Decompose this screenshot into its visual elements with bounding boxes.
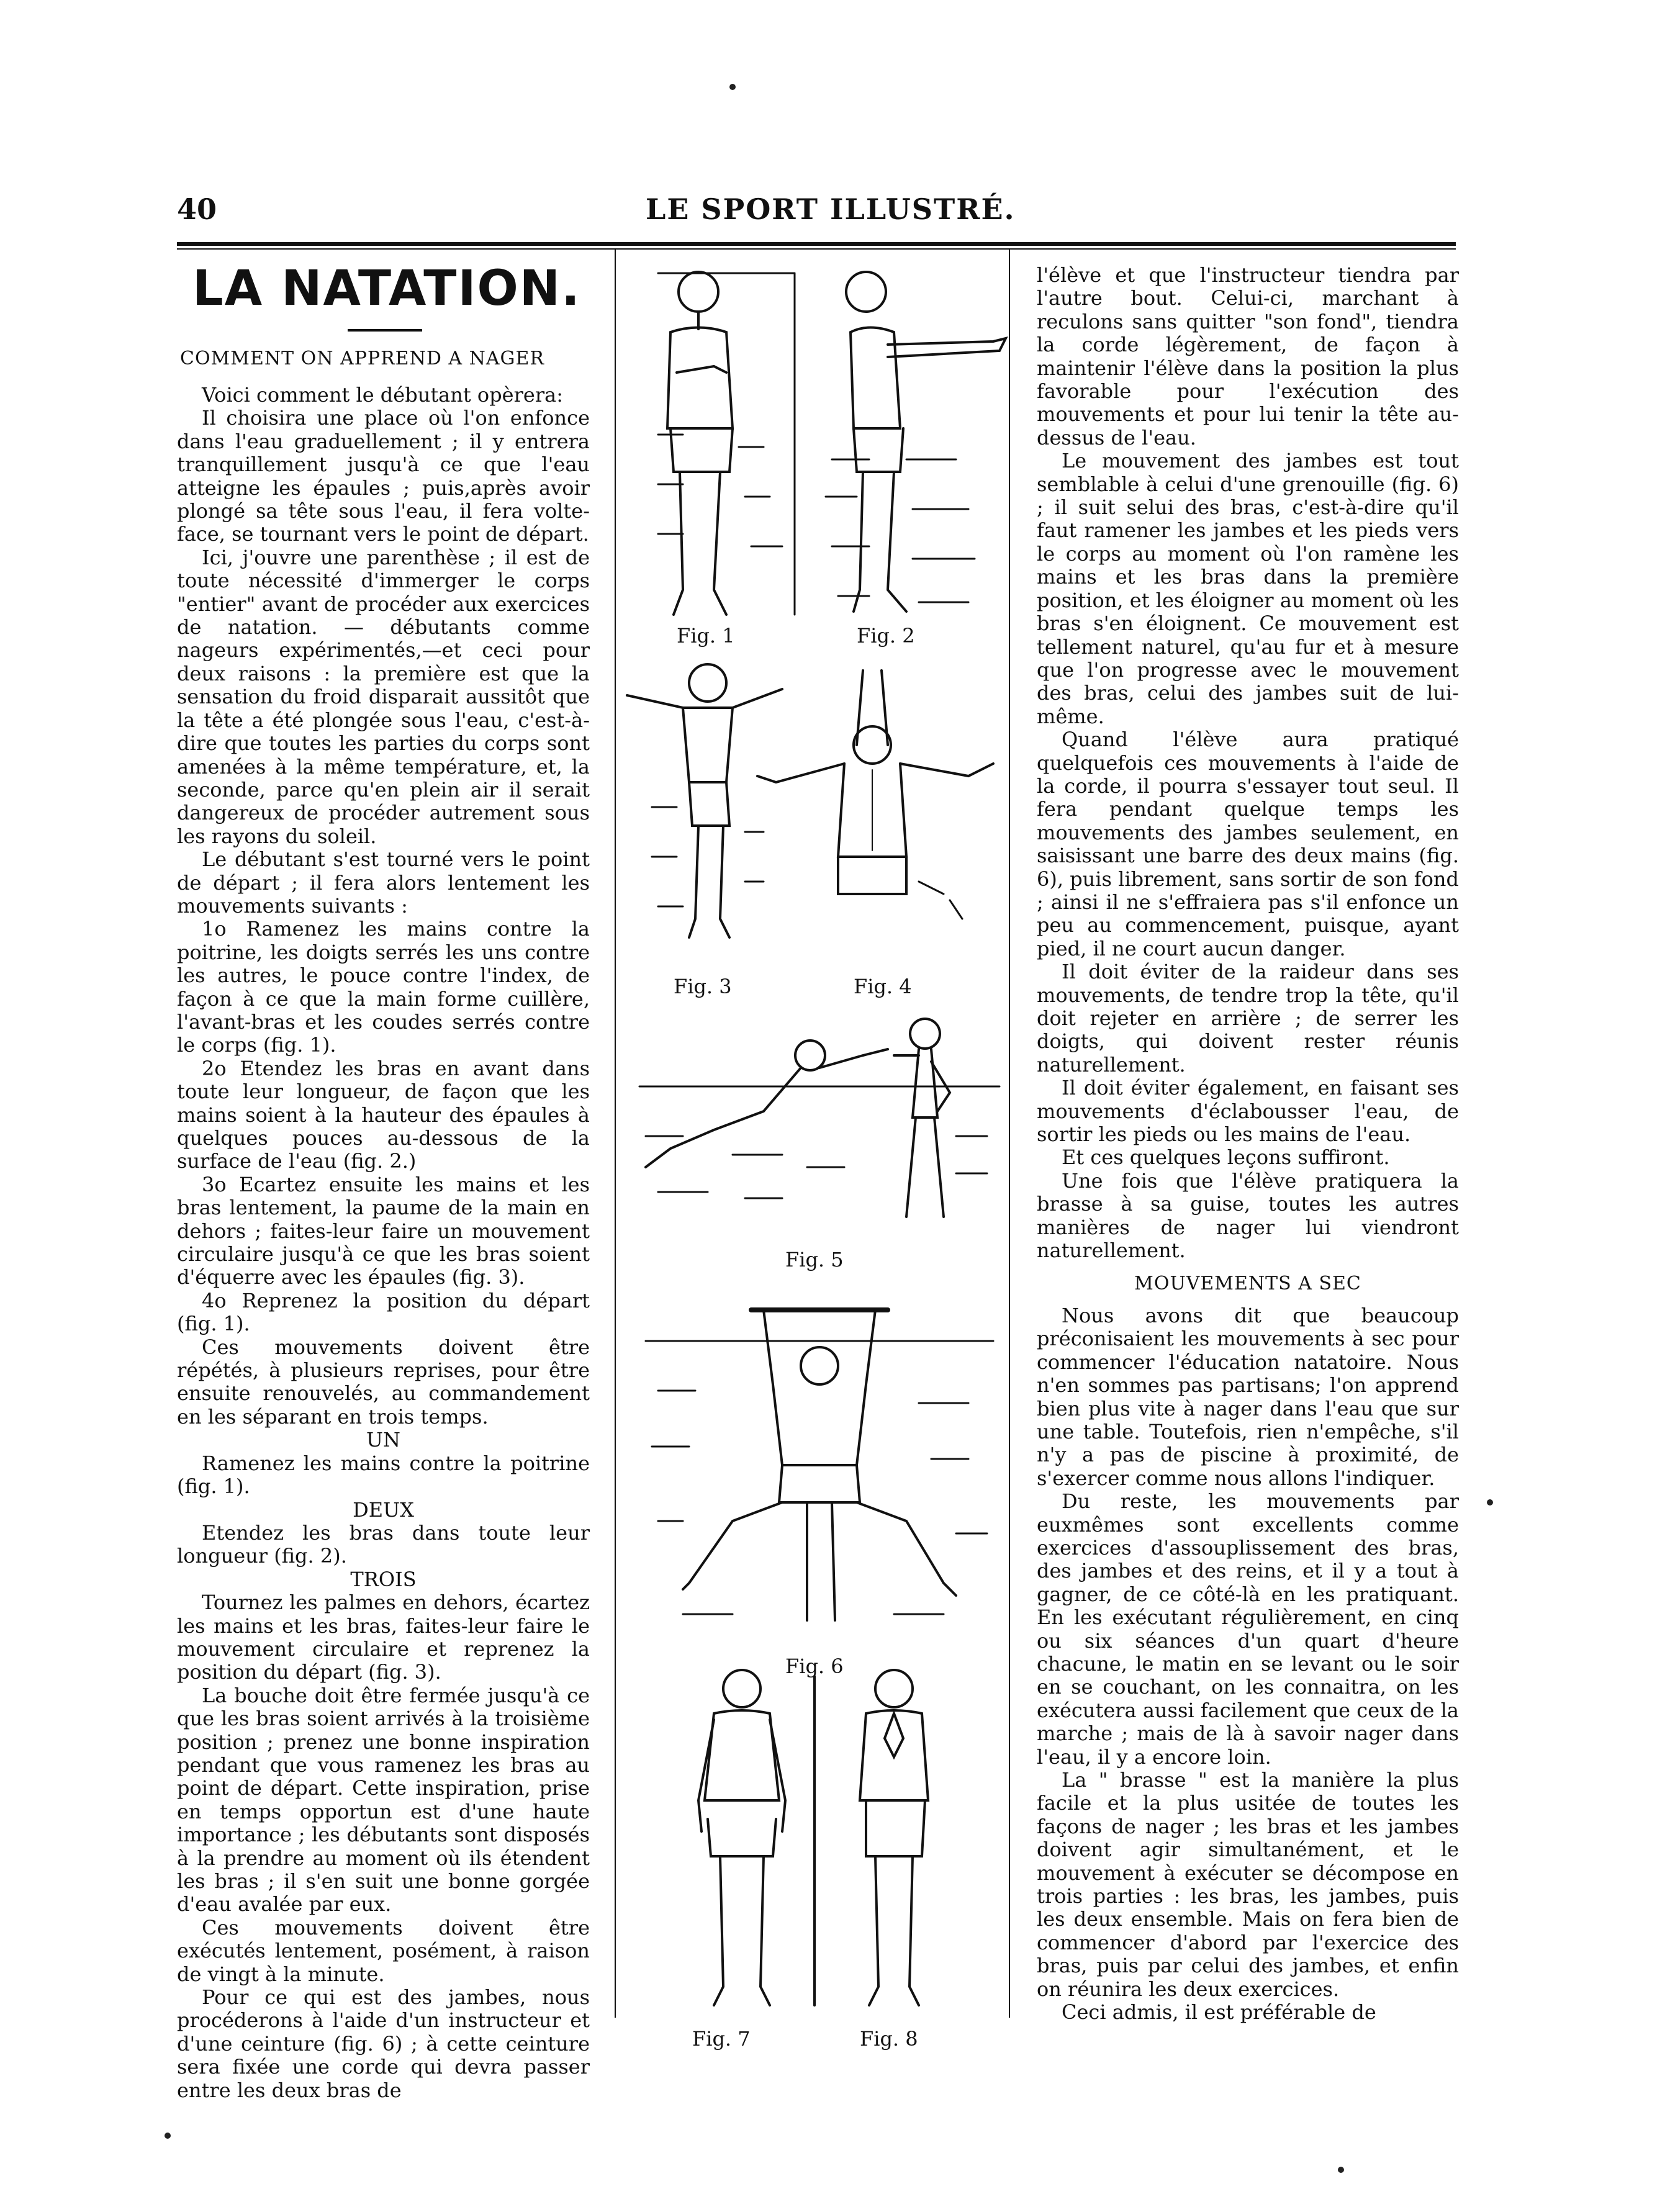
print-mark xyxy=(1487,1499,1493,1506)
figure-7-swimmer xyxy=(698,1670,785,2005)
figure-3-label: Fig. 3 xyxy=(674,975,732,998)
paragraph: Et ces quelques leçons suffiront. xyxy=(1062,1145,1390,1170)
paragraph: Il doit éviter également, en faisant ses mouvements d'éclabousser l'eau, de sortir les pieds ou les mains de l'eau. xyxy=(1037,1076,1459,1147)
section-title: MOUVEMENTS A SEC xyxy=(1134,1273,1361,1295)
step-label-trois: TROIS xyxy=(350,1567,417,1591)
paragraph: Voici comment le débutant opèrera: xyxy=(202,383,563,407)
paragraph: Il doit éviter de la raideur dans ses mouvements, de tendre trop la tête, qu'il doit rejeter en arrière ; de serrer les doigts, qui doivent rester réunis naturellement. xyxy=(1037,960,1459,1077)
paragraph: Etendez les bras dans toute leur longueur (fig. 2). xyxy=(177,1520,590,1568)
paragraph: Ramenez les mains contre la poitrine (fig. 1). xyxy=(177,1451,590,1499)
publication-title: LE SPORT ILLUSTRÉ. xyxy=(646,192,1016,226)
article-title: LA NATATION. xyxy=(192,261,581,317)
paragraph: 4o Reprenez la position du départ (fig. 1). xyxy=(177,1288,590,1336)
figure-1-label: Fig. 1 xyxy=(677,624,735,648)
figure-2-label: Fig. 2 xyxy=(857,624,915,648)
paragraph: Une fois que l'élève pratiquera la brasse à sa guise, toutes les autres manières de nager lui viendront naturellement. xyxy=(1037,1168,1459,1263)
figure-5-label: Fig. 5 xyxy=(785,1248,844,1271)
figure-4-swimmer xyxy=(757,670,993,919)
figure-5-instruction xyxy=(639,1019,999,1217)
paragraph: Le mouvement des jambes est tout semblable à celui d'une grenouille (fig. 6) ; il suit selui des bras, c'est-à-dire qu'il faut ramener les jambes et les pieds vers le corps au moment où l'on ramène les mains et les bras dans la première position, et les éloigner au moment où les bras s'en éloignent. Ce mouvement est tellement naturel, qu'au fur et à mesure que l'on progresse avec le mouvement des bras, celui des jambes suit de lui-même. xyxy=(1037,449,1459,728)
paragraph: Nous avons dit que beaucoup préconisaient les mouvements à sec pour commencer l'éducation natatoire. Nous n'en sommes pas partisans; l'on apprend bien plus vite à nager dans l'eau que sur une table. Toutefois, rien n'empêche, s'il n'y a pas de piscine à proximité, de s'exercer comme nous allons l'indiquer. xyxy=(1037,1303,1459,1490)
print-mark xyxy=(729,84,736,90)
paragraph: Tournez les palmes en dehors, écartez les mains et les bras, faites-leur faire le mouvement circulaire et reprenez la position du départ (fig. 3). xyxy=(177,1591,590,1684)
figure-3-swimmer xyxy=(627,664,782,937)
paragraph: Il choisira une place où l'on enfonce dans l'eau graduellement ; il y entrera tranquillement jusqu'à ce que l'eau atteigne les épaules ; puis,après avoir plongé sa tête sous l'eau, il fera volte-face, se tournant vers le point de départ. xyxy=(177,406,590,546)
paragraph: Pour ce qui est des jambes, nous procéderons à l'aide d'un instructeur et d'une ceinture (fig. 6) ; à cette ceinture sera fixée une corde qui devra passer entre les deux bras de xyxy=(177,1985,590,2102)
paragraph: 2o Etendez les bras en avant dans toute leur longueur, de façon que les mains soient à la hauteur des épaules à quelques pouces au-dessous de la surface de l'eau (fig. 2.) xyxy=(177,1056,590,1173)
article-subtitle: COMMENT ON APPREND A NAGER xyxy=(180,348,544,369)
figure-1-swimmer xyxy=(658,272,795,615)
paragraph: Le débutant s'est tourné vers le point de départ ; il fera alors lentement les mouvements suivants : xyxy=(177,847,590,918)
figure-2-swimmer xyxy=(826,272,1006,612)
print-mark xyxy=(1338,2167,1344,2173)
print-mark xyxy=(165,2133,171,2139)
paragraph: La " brasse " est la manière la plus facile et la plus usitée de toutes les façons de nager ; les bras et les jambes doivent agir simultanément, et le mouvement à exécuter se décompose en trois parties : les bras, les jambes, puis les deux ensemble. Mais on fera bien de commencer d'abord par l'exercice des bras, puis par celui des jambes, et enfin on réunira les deux exercices. xyxy=(1037,1768,1459,2001)
figure-7-label: Fig. 7 xyxy=(692,2027,751,2051)
step-label-deux: DEUX xyxy=(353,1497,414,1522)
column-3 xyxy=(1037,264,1459,2024)
page-number: 40 xyxy=(177,192,217,226)
figure-8-label: Fig. 8 xyxy=(860,2027,918,2051)
paragraph: 1o Ramenez les mains contre la poitrine, les doigts serrés les uns contre les autres, le pouce contre l'index, de façon à ce que la main forme cuillère, l'avant-bras et les coudes serrés contre le corps (fig. 1). xyxy=(177,917,590,1057)
paragraph: Ceci admis, il est préférable de xyxy=(1062,2000,1376,2025)
paragraph: Ces mouvements doivent être exécutés lentement, posément, à raison de vingt à la minute. xyxy=(177,1915,590,1986)
figure-6-swimmer xyxy=(646,1310,993,1620)
paragraph: Ici, j'ouvre une parenthèse ; il est de toute nécessité d'immerger le corps "entier" avant de procéder aux exercices de natation. — débutants comme nageurs expérimentés,—et ceci pour deux raisons : la première est que la sensation du froid disparait aussitôt que la tête a été plongée sous l'eau, c'est-à-dire que toutes les parties du corps sont amenées à la même température, et, la seconde, parce qu'en plein air il serait dangereux de procéder autrement sous les rayons du soleil. xyxy=(177,545,590,848)
figure-6-label: Fig. 6 xyxy=(785,1654,844,1678)
figure-8-swimmer xyxy=(860,1670,928,2005)
paragraph: Quand l'élève aura pratiqué quelquefois ces mouvements à l'aide de la corde, il pourra s'essayer tout seul. Il fera pendant quelque temps les mouvements des jambes seulement, en saisissant une barre des deux mains (fig. 6), puis librement, sans sortir de son fond ; ainsi il ne s'effraiera pas s'il enfonce un peu au commencement, puisque, ayant pied, il ne court aucun danger. xyxy=(1037,728,1459,960)
paragraph: l'élève et que l'instructeur tiendra par l'autre bout. Celui-ci, marchant à reculons sans quitter "son fond", tiendra la corde légèrement, de façon à maintenir l'élève dans la position la plus favorable pour l'exécution des mouvements et pour lui tenir la tête au-dessus de l'eau. xyxy=(1037,263,1459,449)
step-label-un: UN xyxy=(366,1428,400,1452)
paragraph: Du reste, les mouvements par euxmêmes sont excellents comme exercices d'assouplissement des bras, des jambes et des reins, et il y a tout à gagner, de ce côté-là en les pratiquant. En les exécutant régulièrement, en cinq ou six séances d'un quart d'heure chacune, le matin en se levant ou le soir en se couchant, on les connaitra, on les exécutera aussi facilement que ceux de la marche ; mais de là à savoir nager dans l'eau, il y a encore loin. xyxy=(1037,1489,1459,1769)
paragraph: La bouche doit être fermée jusqu'à ce que les bras soient arrivés à la troisième position ; prenez une bonne inspiration pendant que vous ramenez les bras au point de départ. Cette inspiration, prise en temps opportun est d'une haute importance ; les débutants sont disposés à la prendre au moment où ils étendent les bras ; il s'en suit une bonne gorgée d'eau avalée par eux. xyxy=(177,1683,590,1916)
figure-4-label: Fig. 4 xyxy=(854,975,912,998)
paragraph: 3o Ecartez ensuite les mains et les bras lentement, la paume de la main en dehors ; faites-leur faire un mouvement circulaire jusqu'à ce que les bras soient d'équerre avec les épaules (fig. 3). xyxy=(177,1172,590,1289)
paragraph: Ces mouvements doivent être répétés, à plusieurs reprises, pour être ensuite renouvelés, au commandement en les séparant en trois temps. xyxy=(177,1335,590,1429)
